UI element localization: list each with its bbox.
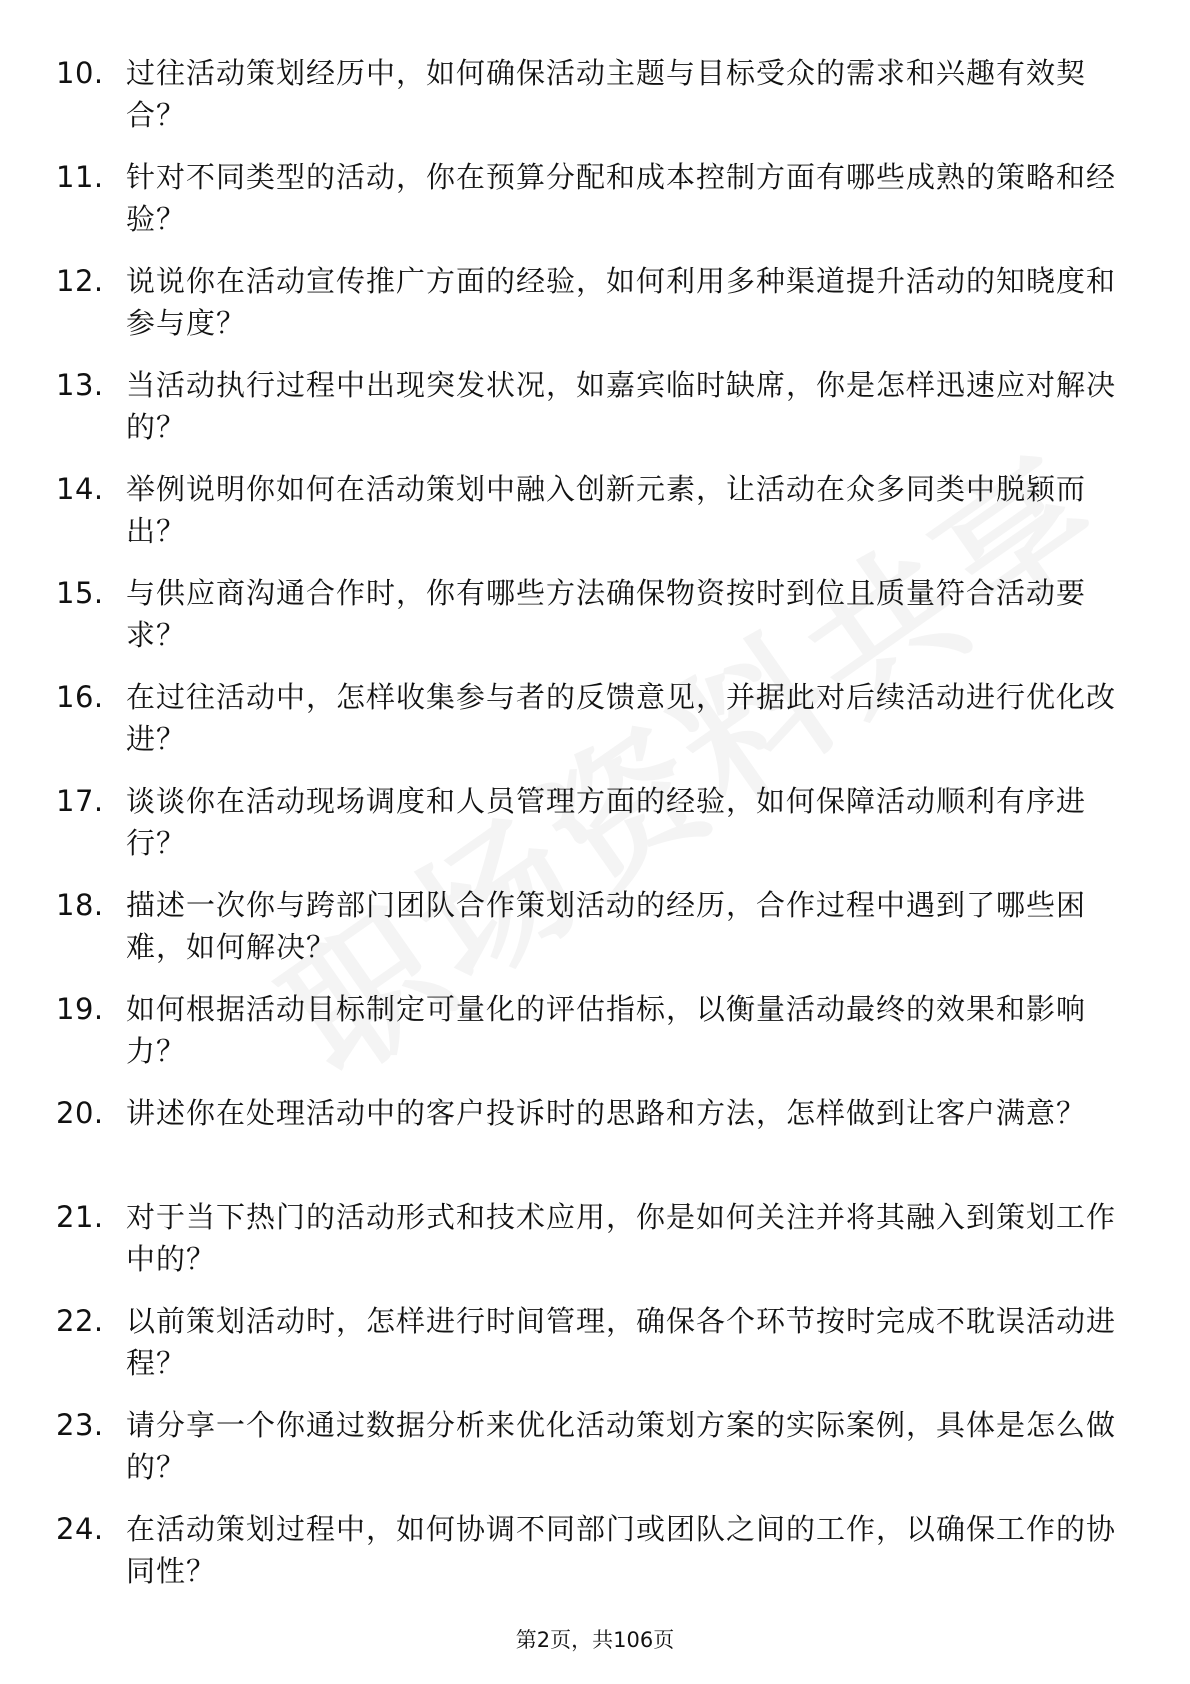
question-text: 当活动执行过程中出现突发状况，如嘉宾临时缺席，你是怎样迅速应对解决的？ [126,368,1117,444]
question-text: 在活动策划过程中，如何协调不同部门或团队之间的工作，以确保工作的协同性？ [126,1512,1117,1588]
question-number: 19. [56,992,104,1026]
question-number: 14. [56,472,104,506]
question-text: 举例说明你如何在活动策划中融入创新元素，让活动在众多同类中脱颖而出？ [126,472,1087,548]
question-text: 对于当下热门的活动形式和技术应用，你是如何关注并将其融入到策划工作中的？ [126,1200,1117,1276]
question-item [56,988,1116,1092]
question-item [56,1092,1116,1196]
question-number: 17. [56,784,104,818]
question-item [56,260,1116,364]
question-list [56,52,1116,1612]
question-text: 如何根据活动目标制定可量化的评估指标，以衡量活动最终的效果和影响力？ [126,992,1087,1068]
question-number: 24. [56,1512,104,1546]
question-text: 以前策划活动时，怎样进行时间管理，确保各个环节按时完成不耽误活动进程？ [126,1304,1117,1380]
question-text: 说说你在活动宣传推广方面的经验，如何利用多种渠道提升活动的知晓度和参与度？ [126,264,1117,340]
question-item [56,52,1116,156]
question-item [56,1404,1116,1508]
question-number: 22. [56,1304,104,1338]
question-text: 针对不同类型的活动，你在预算分配和成本控制方面有哪些成熟的策略和经验？ [126,160,1117,236]
question-number: 16. [56,680,104,714]
question-item [56,676,1116,780]
question-number: 12. [56,264,104,298]
question-number: 10. [56,56,104,90]
question-item [56,156,1116,260]
question-item [56,572,1116,676]
question-number: 23. [56,1408,104,1442]
question-text: 谈谈你在活动现场调度和人员管理方面的经验，如何保障活动顺利有序进行？ [126,784,1087,860]
question-text: 在过往活动中，怎样收集参与者的反馈意见，并据此对后续活动进行优化改进？ [126,680,1117,756]
question-item [56,1196,1116,1300]
question-number: 20. [56,1096,104,1130]
question-item [56,884,1116,988]
question-item [56,1300,1116,1404]
question-item [56,364,1116,468]
question-number: 18. [56,888,104,922]
question-text: 讲述你在处理活动中的客户投诉时的思路和方法，怎样做到让客户满意？ [126,1096,1087,1130]
question-number: 15. [56,576,104,610]
question-item [56,780,1116,884]
question-number: 13. [56,368,104,402]
question-text: 请分享一个你通过数据分析来优化活动策划方案的实际案例，具体是怎么做的？ [126,1408,1117,1484]
question-number: 11. [56,160,104,194]
question-text: 与供应商沟通合作时，你有哪些方法确保物资按时到位且质量符合活动要求？ [126,576,1087,652]
question-number: 21. [56,1200,104,1234]
page-footer: 第2页，共106页 [515,1628,675,1652]
question-text: 描述一次你与跨部门团队合作策划活动的经历，合作过程中遇到了哪些困难，如何解决？ [126,888,1087,964]
question-item [56,1508,1116,1612]
question-item [56,468,1116,572]
question-text: 过往活动策划经历中，如何确保活动主题与目标受众的需求和兴趣有效契合？ [126,56,1087,132]
